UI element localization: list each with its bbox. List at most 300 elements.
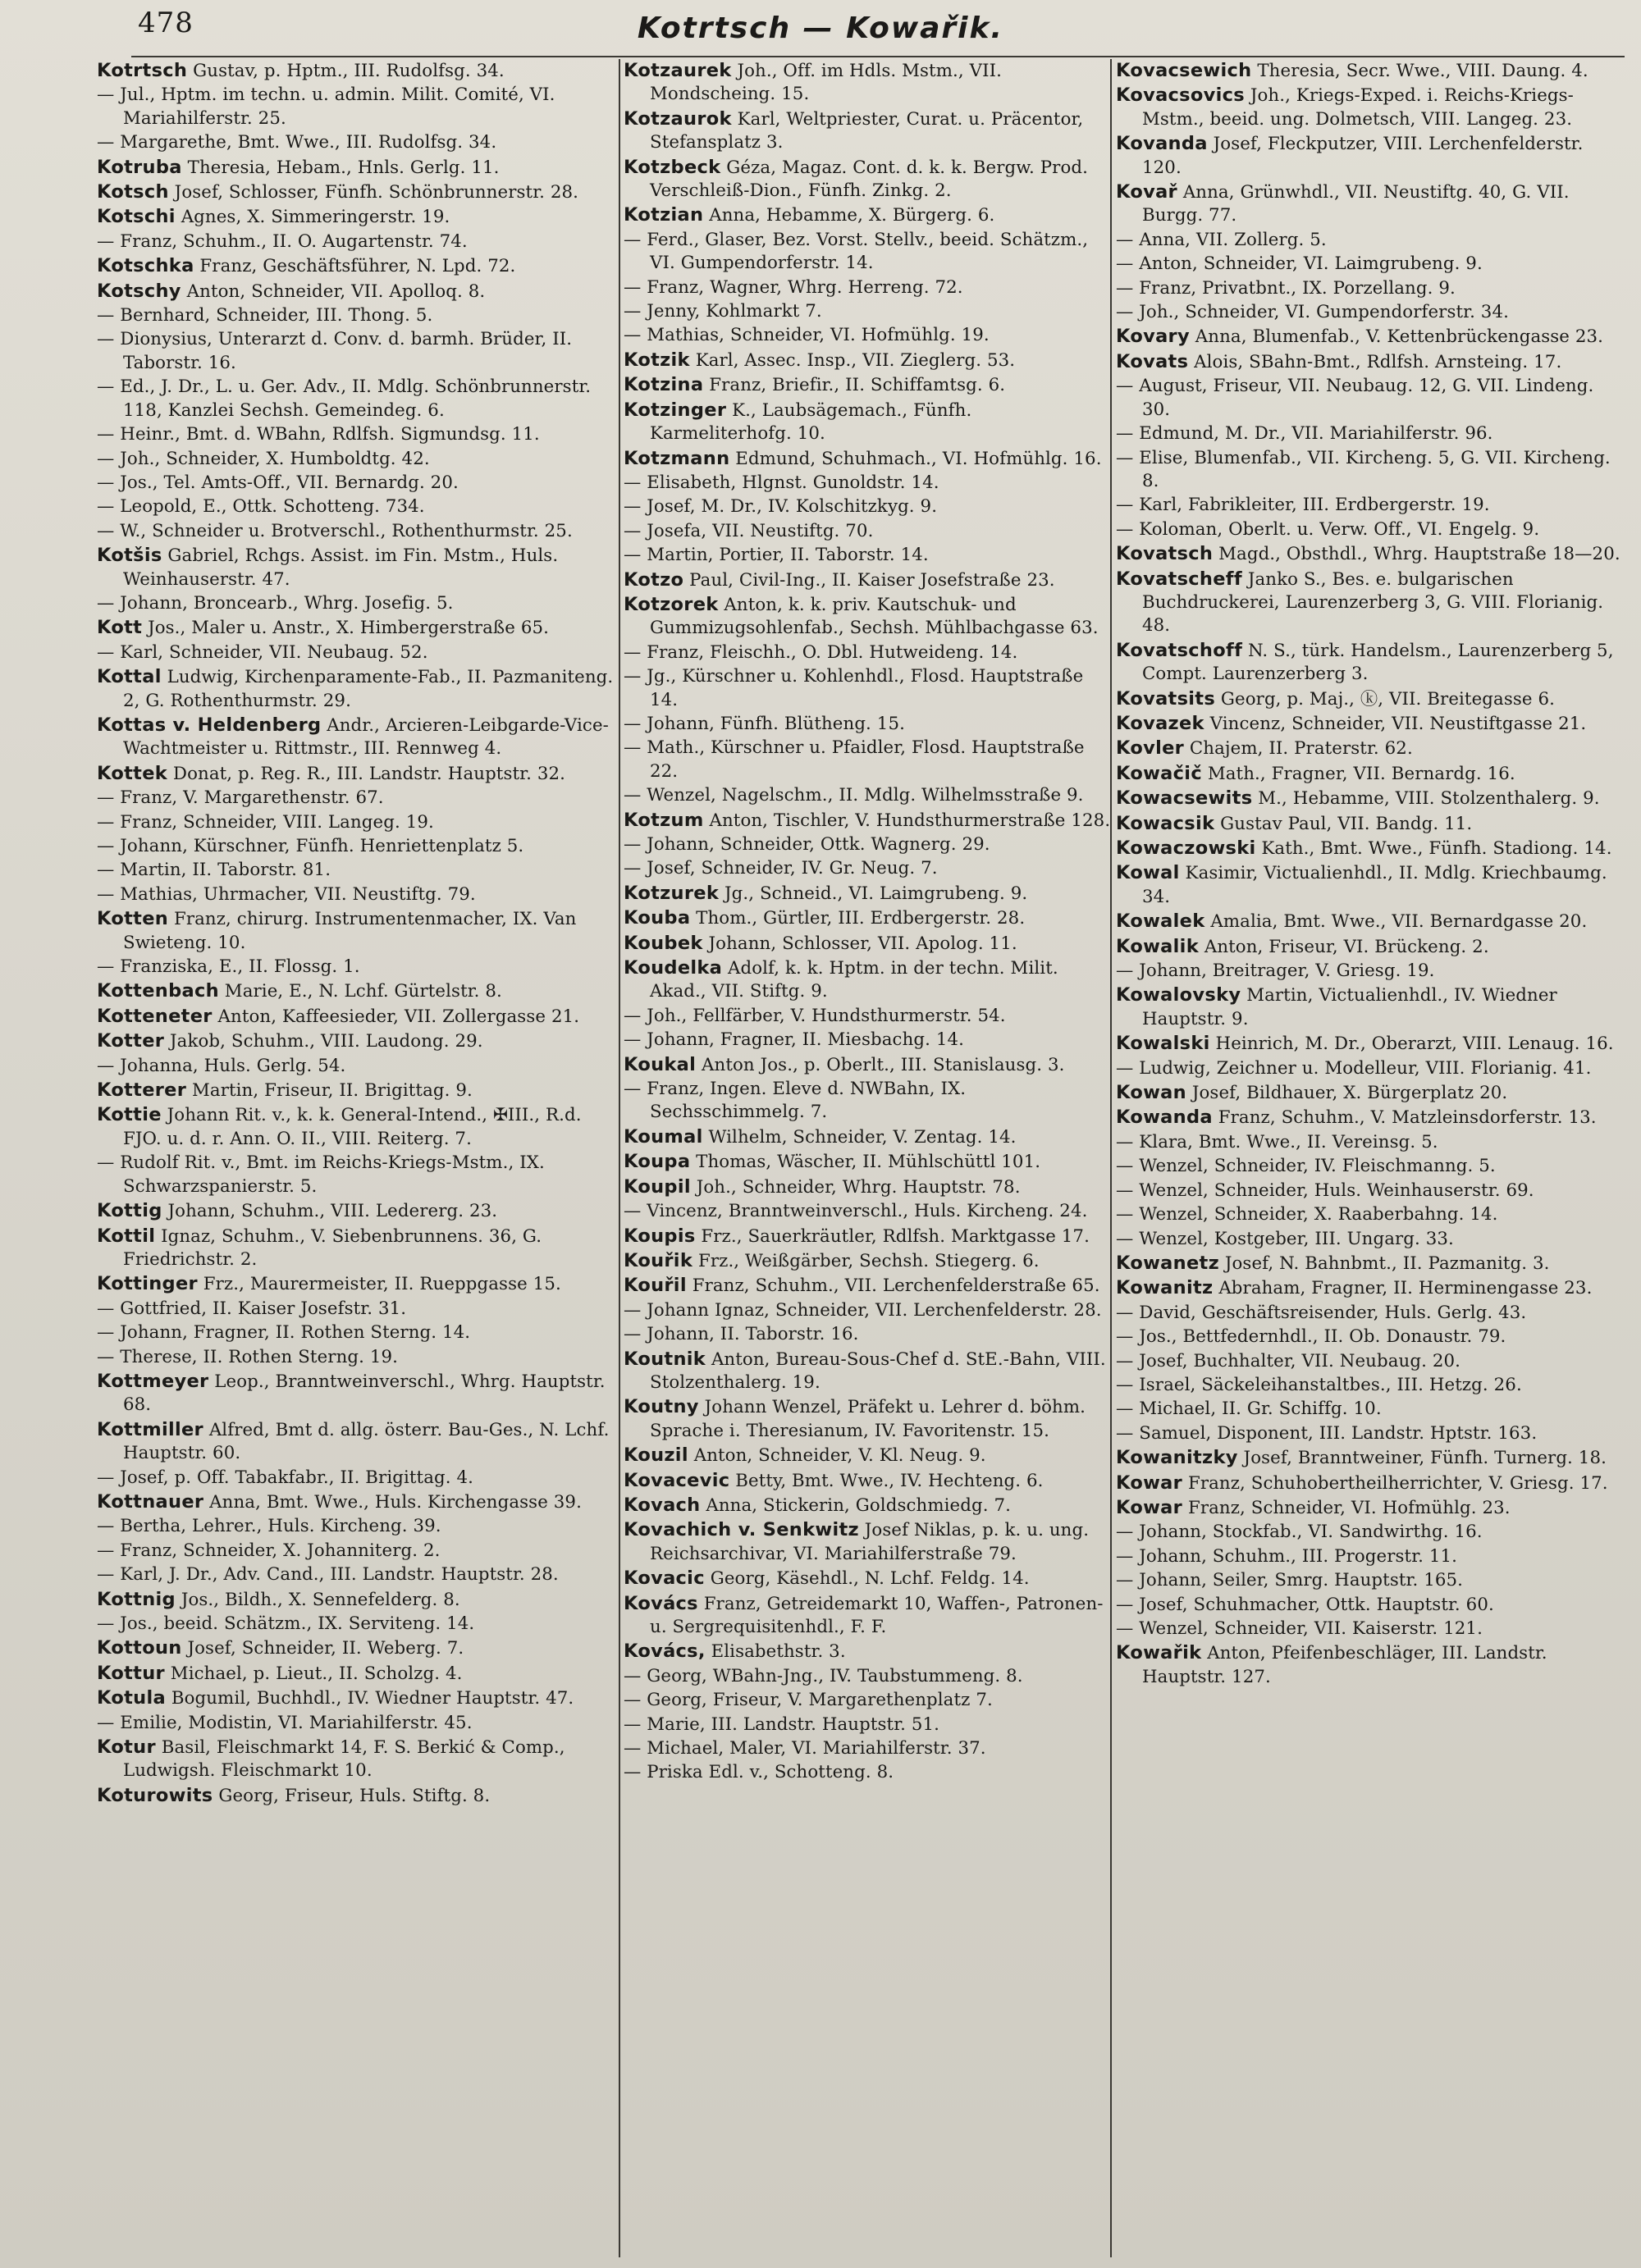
entry-details: — Johann, Fragner, II. Miesbachg. 14. (624, 1029, 965, 1051)
entry-details: Michael, p. Lieut., II. Scholzg. 4. (164, 1663, 463, 1684)
entry-surname: Kottnig (97, 1588, 176, 1610)
entry-details: — Franz, Schneider, VIII. Langeg. 19. (97, 811, 434, 833)
entry-surname: Kotterer (97, 1079, 187, 1102)
entry-surname: Kowanetz (1116, 1252, 1219, 1274)
entry-details: — Josef, Buchhalter, VII. Neubaug. 20. (1116, 1350, 1460, 1371)
entry-surname: Kovachich v. Senkwitz (624, 1519, 859, 1541)
entry-details: — Gottfried, II. Kaiser Josefstr. 31. (97, 1298, 407, 1319)
entry-details: Anton, Pfeifenbeschläger, III. Landstr. Hauptstr. 127. (1142, 1643, 1547, 1687)
directory-entry (624, 1249, 1116, 1273)
directory-entry (97, 1636, 624, 1660)
entry-details: Jakob, Schuhm., VIII. Laudong. 29. (164, 1031, 483, 1052)
directory-entry (97, 205, 624, 229)
directory-entry (1116, 518, 1625, 541)
directory-entry (97, 544, 624, 591)
directory-entry (1116, 422, 1625, 445)
directory-entry (97, 641, 624, 664)
entry-details: — Jg., Kürschner u. Kohlenhdl., Flosd. Hauptstraße 14. (624, 666, 1084, 710)
directory-entry (97, 1079, 624, 1102)
entry-details: Georg, Käsehdl., N. Lchf. Feldg. 14. (704, 1568, 1030, 1590)
directory-entry (624, 737, 1116, 783)
entry-details: Johann Rit. v., k. k. General-Intend., ✠III., R.d. FJO. u. d. r. Ann. O. II., VIII. Reiterg. 7. (123, 1105, 582, 1149)
entry-details: — Joh., Schneider, VI. Gumpendorferstr. 34. (1116, 302, 1509, 323)
entry-details: Joh., Kriegs-Exped. i. Reichs-Kriegs-Mstm., beeid. ung. Dolmetsch, VIII. Langeg. 23. (1142, 85, 1574, 130)
entry-surname: Kotruba (97, 156, 182, 178)
entry-details: — David, Geschäftsreisender, Huls. Gerlg. 43. (1116, 1302, 1527, 1323)
entry-details: Ignaz, Schuhm., V. Siebenbrunnens. 36, G. Friedrichstr. 2. (123, 1225, 542, 1270)
directory-entry (624, 1567, 1116, 1590)
directory-entry (624, 1225, 1116, 1248)
directory-entry (624, 906, 1116, 930)
entry-surname: Koupa (624, 1151, 691, 1173)
entry-details: Theresia, Hebam., Hnls. Gerlg. 11. (181, 157, 500, 178)
entry-surname: Kotšis (97, 545, 162, 567)
entry-surname: Kovatsch (1116, 543, 1214, 565)
entry-details: — Franz, V. Margarethenstr. 67. (97, 787, 384, 809)
entry-surname: Kotschy (97, 280, 181, 302)
directory-entry (97, 304, 624, 327)
directory-entry (1116, 1569, 1625, 1592)
directory-entry (97, 59, 624, 83)
entry-surname: Kotzbeck (624, 156, 721, 178)
entry-surname: Kowanitzky (1116, 1447, 1238, 1469)
entry-surname: Kottnauer (97, 1490, 204, 1513)
directory-entry (1116, 1302, 1625, 1325)
entry-details: — Elisabeth, Hlgnst. Gunoldstr. 14. (624, 472, 939, 493)
entry-details: Andr., Arcieren-Leibgarde-Vice-Wachtmeister u. Rittmstr., III. Rennweg 4. (123, 714, 609, 760)
entry-details: Gabriel, Rchgs. Assist. im Fin. Mstm., Huls. Weinhauserstr. 47. (123, 545, 559, 590)
entry-surname: Kotten (97, 908, 169, 930)
entry-details: Anton Jos., p. Oberlt., III. Stanislausg. 3. (696, 1054, 1065, 1075)
column-1 (97, 59, 624, 2257)
entry-surname: Kottenbach (97, 980, 219, 1002)
directory-entry (1116, 837, 1625, 860)
directory-entry (97, 883, 624, 906)
entry-surname: Kovatschoff (1116, 639, 1243, 661)
directory-entry (1116, 812, 1625, 836)
entry-details: Joh., Off. im Hdls. Mstm., VII. Mondscheing. 15. (650, 61, 1002, 105)
directory-entry (1116, 1131, 1625, 1154)
entry-surname: Kowaczowski (1116, 837, 1256, 859)
entry-details: Thom., Gürtler, III. Erdbergerstr. 28. (690, 908, 1026, 929)
entry-details: — Wenzel, Schneider, IV. Fleischmanng. 5. (1116, 1156, 1496, 1177)
entry-surname: Kowalovsky (1116, 984, 1241, 1006)
entry-details: — Franz, Ingen. Eleve d. NWBahn, IX. Sechsschimmelg. 7. (624, 1079, 967, 1123)
entry-details: Chajem, II. Praterstr. 62. (1184, 738, 1413, 760)
directory-entry (97, 1029, 624, 1053)
header-rule (131, 56, 1625, 57)
directory-entry (97, 835, 624, 858)
entry-details: Jos., Bildh., X. Sennefelderg. 8. (175, 1589, 460, 1610)
directory-entry (97, 1418, 624, 1466)
entry-details: Gustav Paul, VII. Bandg. 11. (1214, 813, 1473, 834)
entry-details: — Johann, Schneider, Ottk. Wagnerg. 29. (624, 834, 990, 855)
entry-surname: Koupis (624, 1225, 696, 1247)
directory-entry (97, 328, 624, 375)
entry-details: Josef, Schlosser, Fünfh. Schönbrunnerstr. 28. (168, 182, 579, 203)
entry-surname: Kowar (1116, 1496, 1183, 1518)
entry-surname: Kovatsits (1116, 687, 1216, 710)
directory-entry (97, 520, 624, 543)
entry-details: Gustav, p. Hptm., III. Rudolfsg. 34. (187, 61, 505, 81)
directory-entry (1116, 253, 1625, 276)
entry-details: Géza, Magaz. Cont. d. k. k. Bergw. Prod. Verschleiß-Dion., Fünfh. Zinkg. 2. (650, 157, 1088, 202)
entry-surname: Kotur (97, 1736, 156, 1759)
directory-entry (624, 203, 1116, 227)
entry-surname: Kovař (1116, 181, 1177, 203)
entry-details: — Georg, WBahn-Jng., IV. Taubstummeng. 8. (624, 1665, 1023, 1686)
directory-entry (624, 1689, 1116, 1712)
directory-entry (97, 1467, 624, 1490)
directory-entry (97, 714, 624, 761)
entry-details: — Math., Kürschner u. Pfaidler, Flosd. Hauptstraße 22. (624, 737, 1085, 782)
entry-details: Vincenz, Schneider, VII. Neustiftgasse 21. (1204, 713, 1587, 734)
entry-details: — Johann, Seiler, Smrg. Hauptstr. 165. (1116, 1570, 1464, 1591)
directory-entry (97, 376, 624, 422)
entry-details: — W., Schneider u. Brotverschl., Rothenthurmstr. 25. (97, 520, 573, 541)
directory-entry (1116, 1081, 1625, 1105)
directory-entry (97, 592, 624, 615)
entry-surname: Kowal (1116, 862, 1180, 884)
entry-surname: Kowan (1116, 1082, 1186, 1104)
directory-entry (1116, 1618, 1625, 1641)
directory-entry (624, 932, 1116, 956)
directory-entry (624, 1640, 1116, 1663)
directory-entry (97, 230, 624, 253)
directory-entry (97, 180, 624, 204)
entry-details: — Johann, Broncearb., Whrg. Josefig. 5. (97, 592, 454, 614)
entry-details: — Martin, Portier, II. Taborstr. 14. (624, 545, 929, 566)
directory-entry (97, 1005, 624, 1029)
directory-entry (97, 1515, 624, 1538)
directory-entry (97, 1370, 624, 1417)
entry-details: Magd., Obsthdl., Whrg. Hauptstraße 18—20. (1213, 544, 1620, 565)
directory-entry (97, 1588, 624, 1612)
directory-entry (624, 59, 1116, 107)
entry-surname: Kotzinger (624, 399, 727, 421)
entry-details: — Josef, M. Dr., IV. Kolschitzkyg. 9. (624, 496, 938, 518)
entry-surname: Kotzik (624, 349, 690, 371)
entry-surname: Kottmiller (97, 1418, 203, 1440)
directory-entry (1116, 787, 1625, 810)
entry-details: — Vincenz, Branntweinverschl., Huls. Kircheng. 24. (624, 1201, 1088, 1222)
directory-entry (97, 1321, 624, 1344)
entry-surname: Kotteneter (97, 1005, 213, 1027)
entry-details: — Georg, Friseur, V. Margarethenplatz 7. (624, 1690, 993, 1711)
entry-details: — Johann, Schuhm., III. Progerstr. 11. (1116, 1545, 1458, 1567)
directory-entry (624, 809, 1116, 833)
directory-entry (97, 84, 624, 130)
entry-details: — Johanna, Huls. Gerlg. 54. (97, 1055, 346, 1076)
entry-details: Josef, Fleckputzer, VIII. Lerchenfelderstr. 120. (1142, 134, 1584, 178)
entry-surname: Kott (97, 617, 143, 639)
directory-entry (624, 1125, 1116, 1149)
directory-entry (1116, 712, 1625, 736)
entry-surname: Kowalski (1116, 1033, 1210, 1055)
entry-surname: Koudelka (624, 957, 723, 979)
entry-details: Martin, Friseur, II. Brigittag. 9. (186, 1080, 473, 1102)
entry-details: Adolf, k. k. Hptm. in der techn. Milit. Akad., VII. Stiftg. 9. (650, 958, 1058, 1002)
directory-entry (624, 1761, 1116, 1784)
directory-entry (1116, 325, 1625, 349)
directory-entry (1116, 229, 1625, 252)
entry-details: Anna, Bmt. Wwe., Huls. Kirchengasse 39. (203, 1491, 582, 1513)
directory-entry (624, 399, 1116, 446)
directory-entry (624, 107, 1116, 155)
directory-entry (624, 1518, 1116, 1566)
directory-entry (1116, 1252, 1625, 1275)
directory-entry (97, 472, 624, 495)
directory-entry (1116, 1276, 1625, 1300)
entry-details: Franz, Schuhm., VII. Lerchenfelderstraße 65. (686, 1275, 1100, 1297)
directory-entry (1116, 180, 1625, 228)
entry-details: Josef, Branntweiner, Fünfh. Turnerg. 18. (1237, 1448, 1607, 1469)
directory-entry (1116, 1203, 1625, 1226)
directory-entry (97, 131, 624, 154)
entry-surname: Koumal (624, 1125, 703, 1148)
entry-details: Anna, Blumenfab., V. Kettenbrückengasse 23. (1189, 326, 1604, 348)
entry-surname: Kottinger (97, 1273, 198, 1295)
entry-surname: Kowařik (1116, 1642, 1202, 1664)
entry-surname: Kotzmann (624, 447, 730, 469)
directory-entry (624, 1200, 1116, 1223)
entry-surname: Kovacevic (624, 1469, 730, 1491)
directory-entry (624, 857, 1116, 880)
entry-surname: Koturowits (97, 1784, 213, 1806)
entry-details: Betty, Bmt. Wwe., IV. Hechteng. 6. (729, 1470, 1044, 1491)
directory-entry (97, 1784, 624, 1808)
directory-entry (624, 568, 1116, 592)
directory-entry (1116, 1032, 1625, 1056)
entry-surname: Kouřil (624, 1275, 687, 1297)
directory-entry (624, 520, 1116, 543)
entry-surname: Kotzurek (624, 882, 720, 904)
directory-entry (624, 1494, 1116, 1517)
entry-surname: Kottoun (97, 1637, 182, 1659)
entry-details: — Klara, Bmt. Wwe., II. Vereinsg. 5. (1116, 1131, 1438, 1152)
entry-details: Kath., Bmt. Wwe., Fünfh. Stadiong. 14. (1255, 838, 1612, 859)
entry-surname: Kowačič (1116, 762, 1202, 784)
directory-entry (1116, 983, 1625, 1031)
entry-surname: Kottur (97, 1662, 165, 1684)
directory-entry (97, 1346, 624, 1369)
directory-entry (624, 1469, 1116, 1493)
entry-details: Georg, p. Maj., ⓚ, VII. Breitegasse 6. (1215, 688, 1555, 710)
directory-entry (1116, 277, 1625, 300)
entry-surname: Kovach (624, 1494, 701, 1516)
entry-details: — Rudolf Rit. v., Bmt. im Reichs-Kriegs-Mstm., IX. Schwarzspanierstr. 5. (97, 1152, 545, 1197)
entry-details: Paul, Civil-Ing., II. Kaiser Josefstraße 23. (683, 569, 1055, 591)
entry-surname: Kowacsewits (1116, 787, 1253, 810)
directory-entry (97, 1686, 624, 1710)
entry-details: — Josefa, VII. Neustiftg. 70. (624, 520, 874, 541)
entry-surname: Kotzorek (624, 593, 719, 615)
directory-entry (97, 979, 624, 1003)
directory-entry (1116, 737, 1625, 760)
entry-details: — Joh., Fellfärber, V. Hundsthurmerstr. 54. (624, 1005, 1006, 1026)
directory-entry (1116, 542, 1625, 566)
entry-details: Anton, Schneider, VII. Apolloq. 8. (181, 281, 486, 302)
entry-surname: Kovanda (1116, 133, 1208, 155)
entry-details: — Johann, Kürschner, Fünfh. Henriettenplatz 5. (97, 836, 524, 856)
entry-surname: Kowanda (1116, 1107, 1213, 1129)
entry-details: — Johann, Breitrager, V. Griesg. 19. (1116, 961, 1435, 982)
directory-entry (1116, 1641, 1625, 1689)
entry-details: — Karl, Schneider, VII. Neubaug. 52. (97, 641, 428, 663)
entry-details: Janko S., Bes. e. bulgarischen Buchdruckerei, Laurenzerberg 3, G. VIII. Florianig. 48. (1142, 568, 1604, 637)
directory-entry (97, 1152, 624, 1198)
directory-entry (1116, 59, 1625, 83)
entry-details: — Samuel, Disponent, III. Landstr. Hptstr. 163. (1116, 1422, 1538, 1444)
directory-entry (1116, 1472, 1625, 1495)
directory-entry (1116, 1326, 1625, 1348)
entry-details: — Ed., J. Dr., L. u. Ger. Adv., II. Mdlg. Schönbrunnerstr. 118, Kanzlei Sechsh. Gemeindeg. 6. (97, 376, 592, 421)
entry-details: Johann, Schuhm., VIII. Ledererg. 23. (162, 1201, 498, 1222)
entry-details: M., Hebamme, VIII. Stolzenthalerg. 9. (1252, 788, 1600, 810)
entry-details: — Johann Ignaz, Schneider, VII. Lerchenfelderstr. 28. (624, 1299, 1102, 1321)
directory-entry (1116, 1594, 1625, 1617)
directory-entry (624, 1078, 1116, 1125)
entry-details: Georg, Friseur, Huls. Stiftg. 8. (213, 1785, 491, 1806)
entry-surname: Kotzian (624, 204, 704, 226)
entry-details: — Josef, Schuhmacher, Ottk. Hauptstr. 60. (1116, 1594, 1494, 1615)
entry-details: — Josef, Schneider, IV. Gr. Neug. 7. (624, 858, 938, 879)
entry-details: — Anna, VII. Zollerg. 5. (1116, 229, 1327, 250)
entry-details: Elisabethstr. 3. (705, 1641, 846, 1663)
entry-details: — August, Friseur, VII. Neubaug. 12, G. VII. Lindeng. 30. (1116, 376, 1594, 420)
directory-entry (97, 1490, 624, 1514)
entry-details: Anna, Hebamme, X. Bürgerg. 6. (703, 205, 995, 226)
entry-details: Kasimir, Victualienhdl., II. Mdlg. Kriechbaumg. 34. (1142, 863, 1607, 907)
directory-entry (97, 1298, 624, 1321)
directory-entry (1116, 1446, 1625, 1470)
directory-entry (624, 1150, 1116, 1174)
entry-surname: Koukal (624, 1053, 697, 1075)
directory-entry (97, 907, 624, 955)
entry-details: — Johann, Fragner, II. Rothen Sterng. 14. (97, 1322, 471, 1344)
directory-entry (624, 784, 1116, 807)
directory-entry (97, 811, 624, 834)
directory-entry (624, 495, 1116, 518)
directory-entry (1116, 861, 1625, 909)
entry-details: — Michael, II. Gr. Schiffg. 10. (1116, 1399, 1382, 1420)
entry-details: Josef, Schneider, II. Weberg. 7. (181, 1638, 464, 1659)
entry-surname: Kovacsovics (1116, 84, 1245, 107)
entry-details: — Dionysius, Unterarzt d. Conv. d. barmh. Brüder, II. Taborstr. 16. (97, 329, 573, 373)
directory-entry (624, 229, 1116, 276)
entry-surname: Koubek (624, 932, 703, 954)
entry-details: — Josef, p. Off. Tabakfabr., II. Brigittag. 4. (97, 1467, 473, 1488)
entry-surname: Kotrtsch (97, 60, 188, 81)
directory-entry (624, 641, 1116, 664)
entry-surname: Kotzaurok (624, 107, 732, 130)
entry-details: Franz, Getreidemarkt 10, Waffen-, Patronen- u. Sergrequisitenhdl., F. F. (650, 1593, 1104, 1637)
entry-surname: Kowar (1116, 1472, 1183, 1494)
directory-entry (624, 665, 1116, 712)
directory-entry (1116, 639, 1625, 687)
entry-details: N. S., türk. Handelsm., Laurenzerberg 5, Compt. Laurenzerberg 3. (1142, 640, 1614, 685)
entry-surname: Kottas v. Heldenberg (97, 714, 322, 736)
entry-details: Wilhelm, Schneider, V. Zentag. 14. (702, 1126, 1017, 1148)
entry-details: — Jul., Hptm. im techn. u. admin. Milit. Comité, VI. Mariahilferstr. 25. (97, 84, 555, 129)
entry-details: — Bertha, Lehrer., Huls. Kircheng. 39. (97, 1516, 441, 1537)
entry-surname: Kottmeyer (97, 1370, 209, 1392)
directory-entry (624, 1395, 1116, 1443)
entry-surname: Kottig (97, 1200, 162, 1222)
entry-details: — Margarethe, Bmt. Wwe., III. Rudolfsg. 34. (97, 132, 497, 153)
entry-details: Edmund, Schuhmach., VI. Hofmühlg. 16. (729, 448, 1102, 469)
entry-details: Frz., Weißgärber, Sechsh. Stiegerg. 6. (693, 1250, 1040, 1271)
directory-entry (97, 1272, 624, 1296)
directory-entry (97, 1055, 624, 1078)
entry-details: — Franziska, E., II. Flossg. 1. (97, 956, 360, 978)
directory-entry (624, 1299, 1116, 1322)
entry-details: Frz., Sauerkräutler, Rdlfsh. Marktgasse 17. (695, 1225, 1090, 1247)
entry-details: Theresia, Secr. Wwe., VIII. Daung. 4. (1251, 61, 1588, 81)
entry-details: Anton, Kaffeesieder, VII. Zollergasse 21. (212, 1006, 580, 1027)
entry-surname: Kovary (1116, 326, 1190, 348)
entry-details: — Elise, Blumenfab., VII. Kircheng. 5, G. VII. Kircheng. 8. (1116, 447, 1611, 491)
directory-entry (1116, 1374, 1625, 1397)
directory-entry (1116, 1057, 1625, 1080)
entry-surname: Kotula (97, 1687, 166, 1709)
entry-details: — Therese, II. Rothen Sterng. 19. (97, 1346, 399, 1367)
directory-entry (624, 447, 1116, 471)
directory-entry (1116, 1350, 1625, 1373)
entry-surname: Kowalik (1116, 935, 1199, 957)
directory-entry (624, 1592, 1116, 1640)
entry-surname: Kouřik (624, 1249, 693, 1271)
directory-entry (97, 1563, 624, 1586)
entry-surname: Kovacsewich (1116, 60, 1252, 81)
entry-surname: Kowacsik (1116, 812, 1215, 834)
directory-entry (97, 956, 624, 979)
directory-entry (624, 1053, 1116, 1077)
entry-details: Anton, Schneider, V. Kl. Neug. 9. (688, 1445, 986, 1467)
entry-details: Amalia, Bmt. Wwe., VII. Bernardgasse 20. (1204, 911, 1588, 933)
entry-surname: Kottil (97, 1225, 156, 1247)
entry-details: — Jos., Tel. Amts-Off., VII. Bernardg. 20. (97, 472, 459, 493)
directory-entry (624, 472, 1116, 495)
entry-details: Franz, Schuhobertheilherrichter, V. Griesg. 17. (1182, 1472, 1608, 1494)
entry-details: — Karl, J. Dr., Adv. Cand., III. Landstr. Hauptstr. 28. (97, 1564, 559, 1586)
directory-entry (624, 300, 1116, 323)
entry-details: Franz, Schneider, VI. Hofmühlg. 23. (1182, 1497, 1511, 1518)
directory-entry (624, 1444, 1116, 1467)
directory-entry (1116, 1521, 1625, 1544)
entry-details: Heinrich, M. Dr., Oberarzt, VIII. Lenaug. 16. (1209, 1034, 1614, 1055)
entry-details: Marie, E., N. Lchf. Gürtelstr. 8. (218, 981, 502, 1002)
directory-entry (97, 423, 624, 446)
entry-surname: Kotschka (97, 255, 194, 277)
directory-entry (624, 1274, 1116, 1298)
directory-entry (624, 956, 1116, 1004)
directory-entry (97, 448, 624, 471)
directory-entry (624, 276, 1116, 299)
entry-surname: Kotzaurek (624, 60, 732, 81)
entry-details: — Marie, III. Landstr. Hauptstr. 51. (624, 1714, 940, 1735)
entry-surname: Kouba (624, 907, 691, 929)
directory-entry (1116, 568, 1625, 638)
entry-surname: Kouzil (624, 1444, 688, 1467)
entry-details: Thomas, Wäscher, II. Mühlschüttl 101. (690, 1152, 1041, 1173)
entry-details: Math., Fragner, VII. Bernardg. 16. (1201, 763, 1515, 784)
directory-entry (1116, 1155, 1625, 1178)
directory-entry (624, 833, 1116, 856)
entry-details: Franz, Briefir., II. Schiffamtsg. 6. (703, 375, 1006, 396)
entry-details: — Edmund, M. Dr., VII. Mariahilferstr. 96. (1116, 423, 1493, 445)
entry-surname: Kottal (97, 666, 162, 688)
